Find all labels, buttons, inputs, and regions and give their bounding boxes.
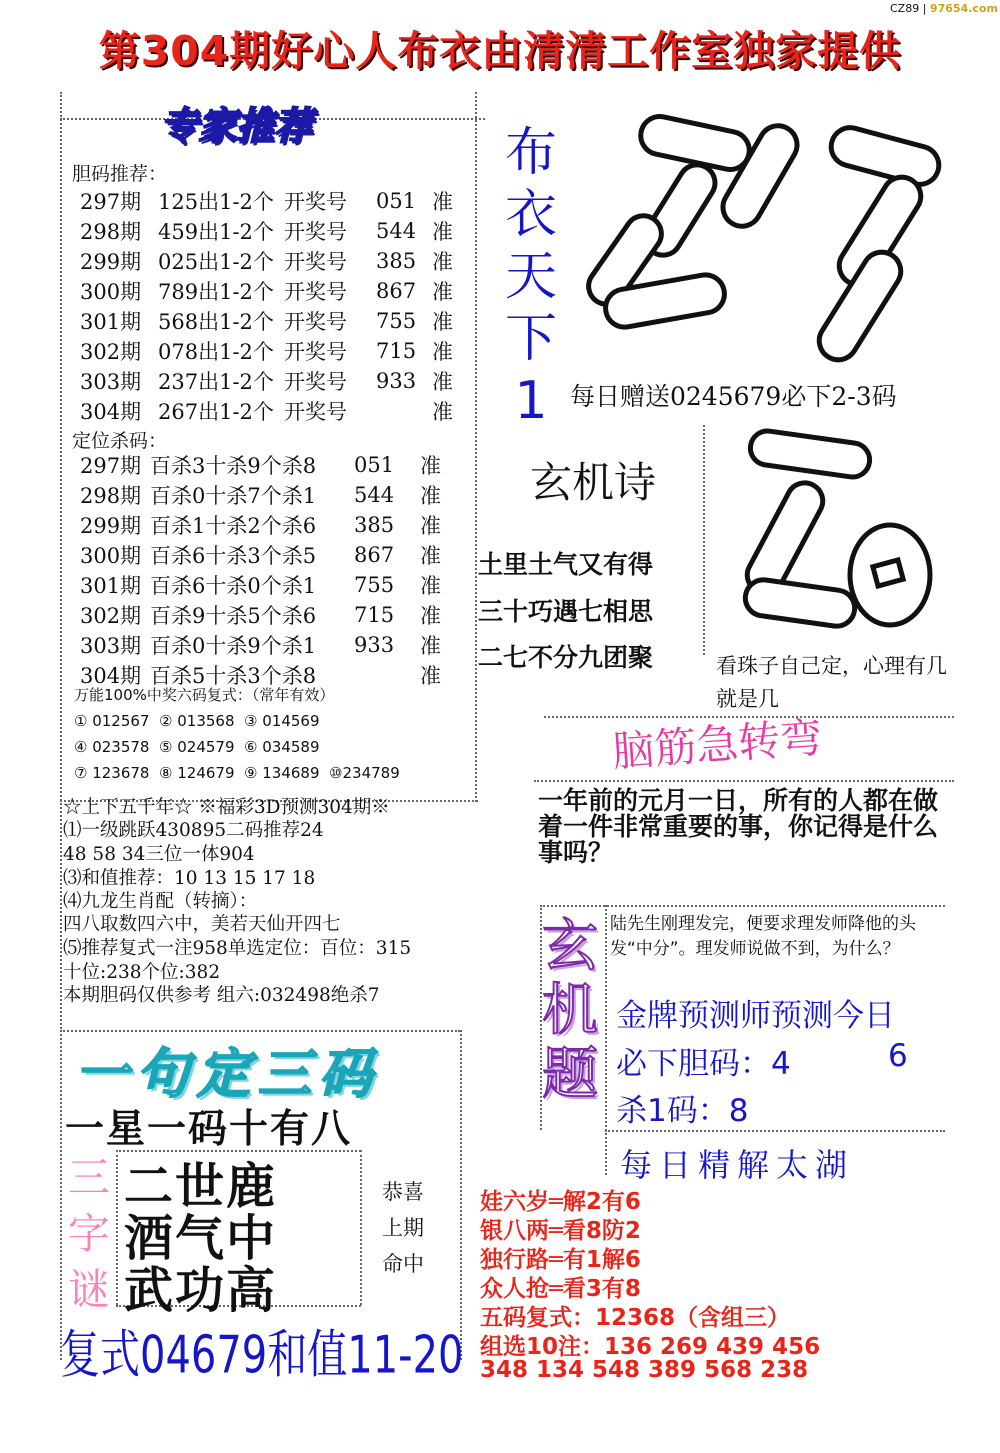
number-cell: 715 bbox=[376, 339, 417, 363]
number-cell: 755 bbox=[354, 573, 395, 597]
period-cell: 304期 bbox=[80, 400, 142, 424]
divider bbox=[475, 92, 477, 802]
period-cell: 299期 bbox=[80, 514, 142, 538]
sentence-title: 一句定三码 bbox=[75, 1044, 380, 1105]
period-cell: 297期 bbox=[80, 190, 142, 214]
pick-cell: 789出1-2个 bbox=[158, 280, 274, 304]
period-cell: 301期 bbox=[80, 310, 142, 334]
combo-label: 万能100%中奖六码复式：（常年有效） bbox=[74, 686, 335, 704]
taihu-line: 娃六岁═解2有6 bbox=[480, 1189, 641, 1215]
bead-icon bbox=[741, 429, 930, 629]
label-char: 字 bbox=[67, 1209, 110, 1258]
number-cell: 544 bbox=[354, 483, 395, 507]
bead-note: 看珠子自己定，心理有几就是几 bbox=[716, 654, 947, 711]
taihu-line: 348 134 548 389 568 238 bbox=[480, 1357, 809, 1383]
number-cell: 385 bbox=[354, 513, 395, 537]
three-char-riddle: 二世鹿 bbox=[124, 1157, 278, 1215]
number-cell: 867 bbox=[376, 279, 417, 303]
number-cell: 755 bbox=[376, 309, 417, 333]
bold-code-table bbox=[80, 186, 453, 426]
prediction-line: ☆上下五千年☆ ※福彩3D预测304期※ bbox=[63, 797, 390, 818]
gold-line bbox=[616, 1038, 791, 1083]
table-row bbox=[80, 540, 441, 570]
combo-line: ① 012567 ② 013568 ③ 014569 bbox=[74, 712, 320, 730]
result-cell: 准 bbox=[432, 310, 453, 334]
number-cell: 544 bbox=[376, 219, 417, 243]
label-cell: 开奖号 bbox=[284, 280, 347, 304]
pick-cell: 025出1-2个 bbox=[158, 250, 274, 274]
watermark: CZ89 | 97654.com bbox=[890, 2, 998, 15]
poem-line: 三十巧遇七相思 bbox=[478, 597, 654, 626]
kill-code-label: 定位杀码： bbox=[72, 430, 168, 452]
label-cell: 开奖号 bbox=[284, 400, 347, 424]
bold-code-label: 胆码推荐： bbox=[72, 163, 168, 185]
watermark-code: CZ89 bbox=[890, 2, 920, 15]
expert-title: 专家推荐 bbox=[160, 104, 313, 148]
congrats-text: 上期 bbox=[382, 1216, 424, 1240]
period-cell: 300期 bbox=[80, 280, 142, 304]
period-cell: 297期 bbox=[80, 454, 142, 478]
taihu-line: 银八两═看8防2 bbox=[480, 1218, 641, 1244]
divider bbox=[460, 1030, 462, 1360]
period-cell: 301期 bbox=[80, 574, 142, 598]
number-cell: 051 bbox=[376, 189, 417, 213]
title-char: 布 bbox=[504, 123, 557, 183]
period-cell: 303期 bbox=[80, 634, 142, 658]
result-cell: 准 bbox=[432, 250, 453, 274]
compound-line: 复式04679和值11-20 bbox=[60, 1325, 464, 1386]
label-cell: 开奖号 bbox=[284, 370, 347, 394]
congrats-text: 命中 bbox=[382, 1252, 424, 1276]
pick-cell: 百杀0十杀9个杀1 bbox=[150, 634, 317, 658]
divider bbox=[534, 780, 954, 782]
table-row bbox=[80, 630, 441, 660]
title-char: 玄 bbox=[542, 914, 598, 979]
poem-line: 二七不分九团聚 bbox=[478, 643, 654, 672]
pick-cell: 078出1-2个 bbox=[158, 340, 274, 364]
table-row bbox=[80, 600, 441, 630]
poem-line: 土里土气又有得 bbox=[478, 550, 654, 579]
divider bbox=[60, 1030, 62, 1360]
result-cell: 准 bbox=[432, 220, 453, 244]
title-char: 下 bbox=[504, 309, 557, 369]
prediction-line: ⑶和值推荐：10 13 15 17 18 bbox=[63, 868, 316, 889]
number-cell: 933 bbox=[376, 369, 417, 393]
taihu-line: 独行路═有1解6 bbox=[480, 1247, 641, 1273]
prediction-line: 四八取数四六中，美若天仙开四七 bbox=[63, 914, 341, 935]
xuanji-riddle: 陆先生刚理发完，便要求理发师降他的头发“中分”。理发师说做不到，为什么？ bbox=[610, 914, 916, 959]
page-title: 第304期好心人布衣由清清工作室独家提供 bbox=[98, 27, 902, 75]
result-cell: 准 bbox=[420, 574, 441, 598]
result-cell: 准 bbox=[432, 190, 453, 214]
title-char: 衣 bbox=[504, 185, 557, 245]
number-cell: 385 bbox=[376, 249, 417, 273]
prediction-line: 十位:238个位:382 bbox=[63, 962, 221, 983]
bead-icon bbox=[582, 113, 943, 367]
period-cell: 304期 bbox=[80, 664, 142, 688]
pick-cell: 百杀6十杀3个杀5 bbox=[150, 544, 317, 568]
period-cell: 298期 bbox=[80, 220, 142, 244]
label-char: 谜 bbox=[67, 1265, 110, 1314]
prediction-line: ⑷九龙生肖配（转摘）： bbox=[63, 891, 258, 912]
period-cell: 302期 bbox=[80, 604, 142, 628]
divider bbox=[116, 1150, 118, 1305]
pick-cell: 百杀3十杀9个杀8 bbox=[150, 454, 317, 478]
daily-gift-text: 每日赠送0245679必下2-3码 bbox=[570, 382, 897, 411]
watermark-site: 97654.com bbox=[929, 2, 998, 15]
number-cell bbox=[354, 660, 420, 690]
number-cell bbox=[376, 396, 432, 426]
poem-title: 玄机诗 bbox=[530, 458, 657, 507]
xuanji-vertical-title bbox=[538, 915, 602, 1107]
twister-question: 一年前的元月一日，所有的人都在做着一件非常重要的事，你记得是什么事吗？ bbox=[538, 786, 939, 867]
gold-number: 6 bbox=[888, 1038, 908, 1074]
period-cell: 298期 bbox=[80, 484, 142, 508]
label-cell: 开奖号 bbox=[284, 190, 347, 214]
pick-cell: 百杀5十杀3个杀8 bbox=[150, 664, 317, 688]
divider bbox=[703, 425, 705, 655]
divider bbox=[360, 1150, 362, 1305]
table-row bbox=[80, 396, 453, 426]
three-char-riddle: 武功高 bbox=[124, 1261, 278, 1319]
result-cell: 准 bbox=[432, 280, 453, 304]
prediction-line: 48 58 34三位一体904 bbox=[63, 844, 255, 865]
three-char-riddle: 酒气中 bbox=[124, 1209, 278, 1267]
divider bbox=[60, 92, 62, 1032]
three-char-label bbox=[64, 1150, 114, 1318]
pick-cell: 125出1-2个 bbox=[158, 190, 274, 214]
twister-title: 脑筋急转弯 bbox=[610, 712, 824, 777]
pick-cell: 237出1-2个 bbox=[158, 370, 274, 394]
result-cell: 准 bbox=[420, 604, 441, 628]
taihu-line: 组选10注：136 269 439 456 bbox=[480, 1334, 821, 1360]
result-cell: 准 bbox=[420, 634, 441, 658]
result-cell: 准 bbox=[420, 664, 441, 688]
pick-cell: 百杀6十杀0个杀1 bbox=[150, 574, 317, 598]
pick-cell: 百杀9十杀5个杀6 bbox=[150, 604, 317, 628]
label-cell: 开奖号 bbox=[284, 220, 347, 244]
divider bbox=[540, 905, 945, 907]
result-cell: 准 bbox=[420, 544, 441, 568]
table-row bbox=[80, 480, 441, 510]
table-row bbox=[80, 306, 453, 336]
title-char: 天 bbox=[504, 247, 557, 307]
label-cell: 开奖号 bbox=[284, 310, 347, 334]
gold-label: 必下胆码： bbox=[616, 1046, 771, 1082]
result-cell: 准 bbox=[420, 484, 441, 508]
divider bbox=[605, 1130, 945, 1132]
label-cell: 开奖号 bbox=[284, 340, 347, 364]
star-line: 一星一码十有八 bbox=[65, 1107, 353, 1152]
label-cell: 开奖号 bbox=[284, 250, 347, 274]
congrats-text: 恭喜 bbox=[382, 1180, 424, 1204]
gold-number: 4 bbox=[771, 1046, 791, 1082]
combo-line: ④ 023578 ⑤ 024579 ⑥ 034589 bbox=[74, 738, 320, 756]
table-row bbox=[80, 246, 453, 276]
table-row bbox=[80, 450, 441, 480]
number-cell: 933 bbox=[354, 633, 395, 657]
beads-illustration bbox=[575, 82, 955, 382]
kill-code-table bbox=[80, 450, 441, 690]
result-cell: 准 bbox=[432, 370, 453, 394]
result-cell: 准 bbox=[420, 454, 441, 478]
label-char: 三 bbox=[67, 1153, 110, 1202]
pick-cell: 267出1-2个 bbox=[158, 400, 274, 424]
gold-line: 杀1码：8 bbox=[616, 1093, 749, 1129]
result-cell: 准 bbox=[420, 514, 441, 538]
taihu-line: 众人抢═看3有8 bbox=[480, 1276, 641, 1302]
pick-cell: 568出1-2个 bbox=[158, 310, 274, 334]
result-cell: 准 bbox=[432, 340, 453, 364]
table-row bbox=[80, 570, 441, 600]
table-row bbox=[80, 216, 453, 246]
number-cell: 867 bbox=[354, 543, 395, 567]
prediction-line: 本期胆码仅供参考 组六:032498绝杀7 bbox=[63, 985, 380, 1006]
period-cell: 300期 bbox=[80, 544, 142, 568]
result-cell: 准 bbox=[432, 400, 453, 424]
taihu-line: 五码复式：12368（含组三） bbox=[480, 1305, 791, 1331]
gold-line: 金牌预测师预测今日 bbox=[616, 998, 895, 1034]
prediction-line: ⑸推荐复式一注958单选定位：百位：315 bbox=[63, 938, 412, 959]
title-char: 题 bbox=[542, 1042, 598, 1107]
divider bbox=[605, 905, 607, 1175]
title-char: 机 bbox=[542, 978, 598, 1043]
abacus-illustration bbox=[715, 425, 945, 645]
table-row bbox=[80, 366, 453, 396]
pick-cell: 459出1-2个 bbox=[158, 220, 274, 244]
pick-cell: 百杀1十杀2个杀6 bbox=[150, 514, 317, 538]
buyi-vertical-title bbox=[496, 122, 566, 432]
taihu-title: 每日精解太湖 bbox=[620, 1146, 855, 1184]
pick-cell: 百杀0十杀7个杀1 bbox=[150, 484, 317, 508]
period-cell: 302期 bbox=[80, 340, 142, 364]
table-row bbox=[80, 336, 453, 366]
prediction-line: ⑴一级跳跃430895二码推荐24 bbox=[63, 820, 324, 841]
number-cell: 715 bbox=[354, 603, 395, 627]
title-char: 1 bbox=[514, 371, 548, 431]
combo-line: ⑦ 123678 ⑧ 124679 ⑨ 134689 ⑩234789 bbox=[74, 764, 400, 782]
period-cell: 303期 bbox=[80, 370, 142, 394]
number-cell: 051 bbox=[354, 453, 395, 477]
table-row bbox=[80, 186, 453, 216]
table-row bbox=[80, 510, 441, 540]
period-cell: 299期 bbox=[80, 250, 142, 274]
table-row bbox=[80, 276, 453, 306]
